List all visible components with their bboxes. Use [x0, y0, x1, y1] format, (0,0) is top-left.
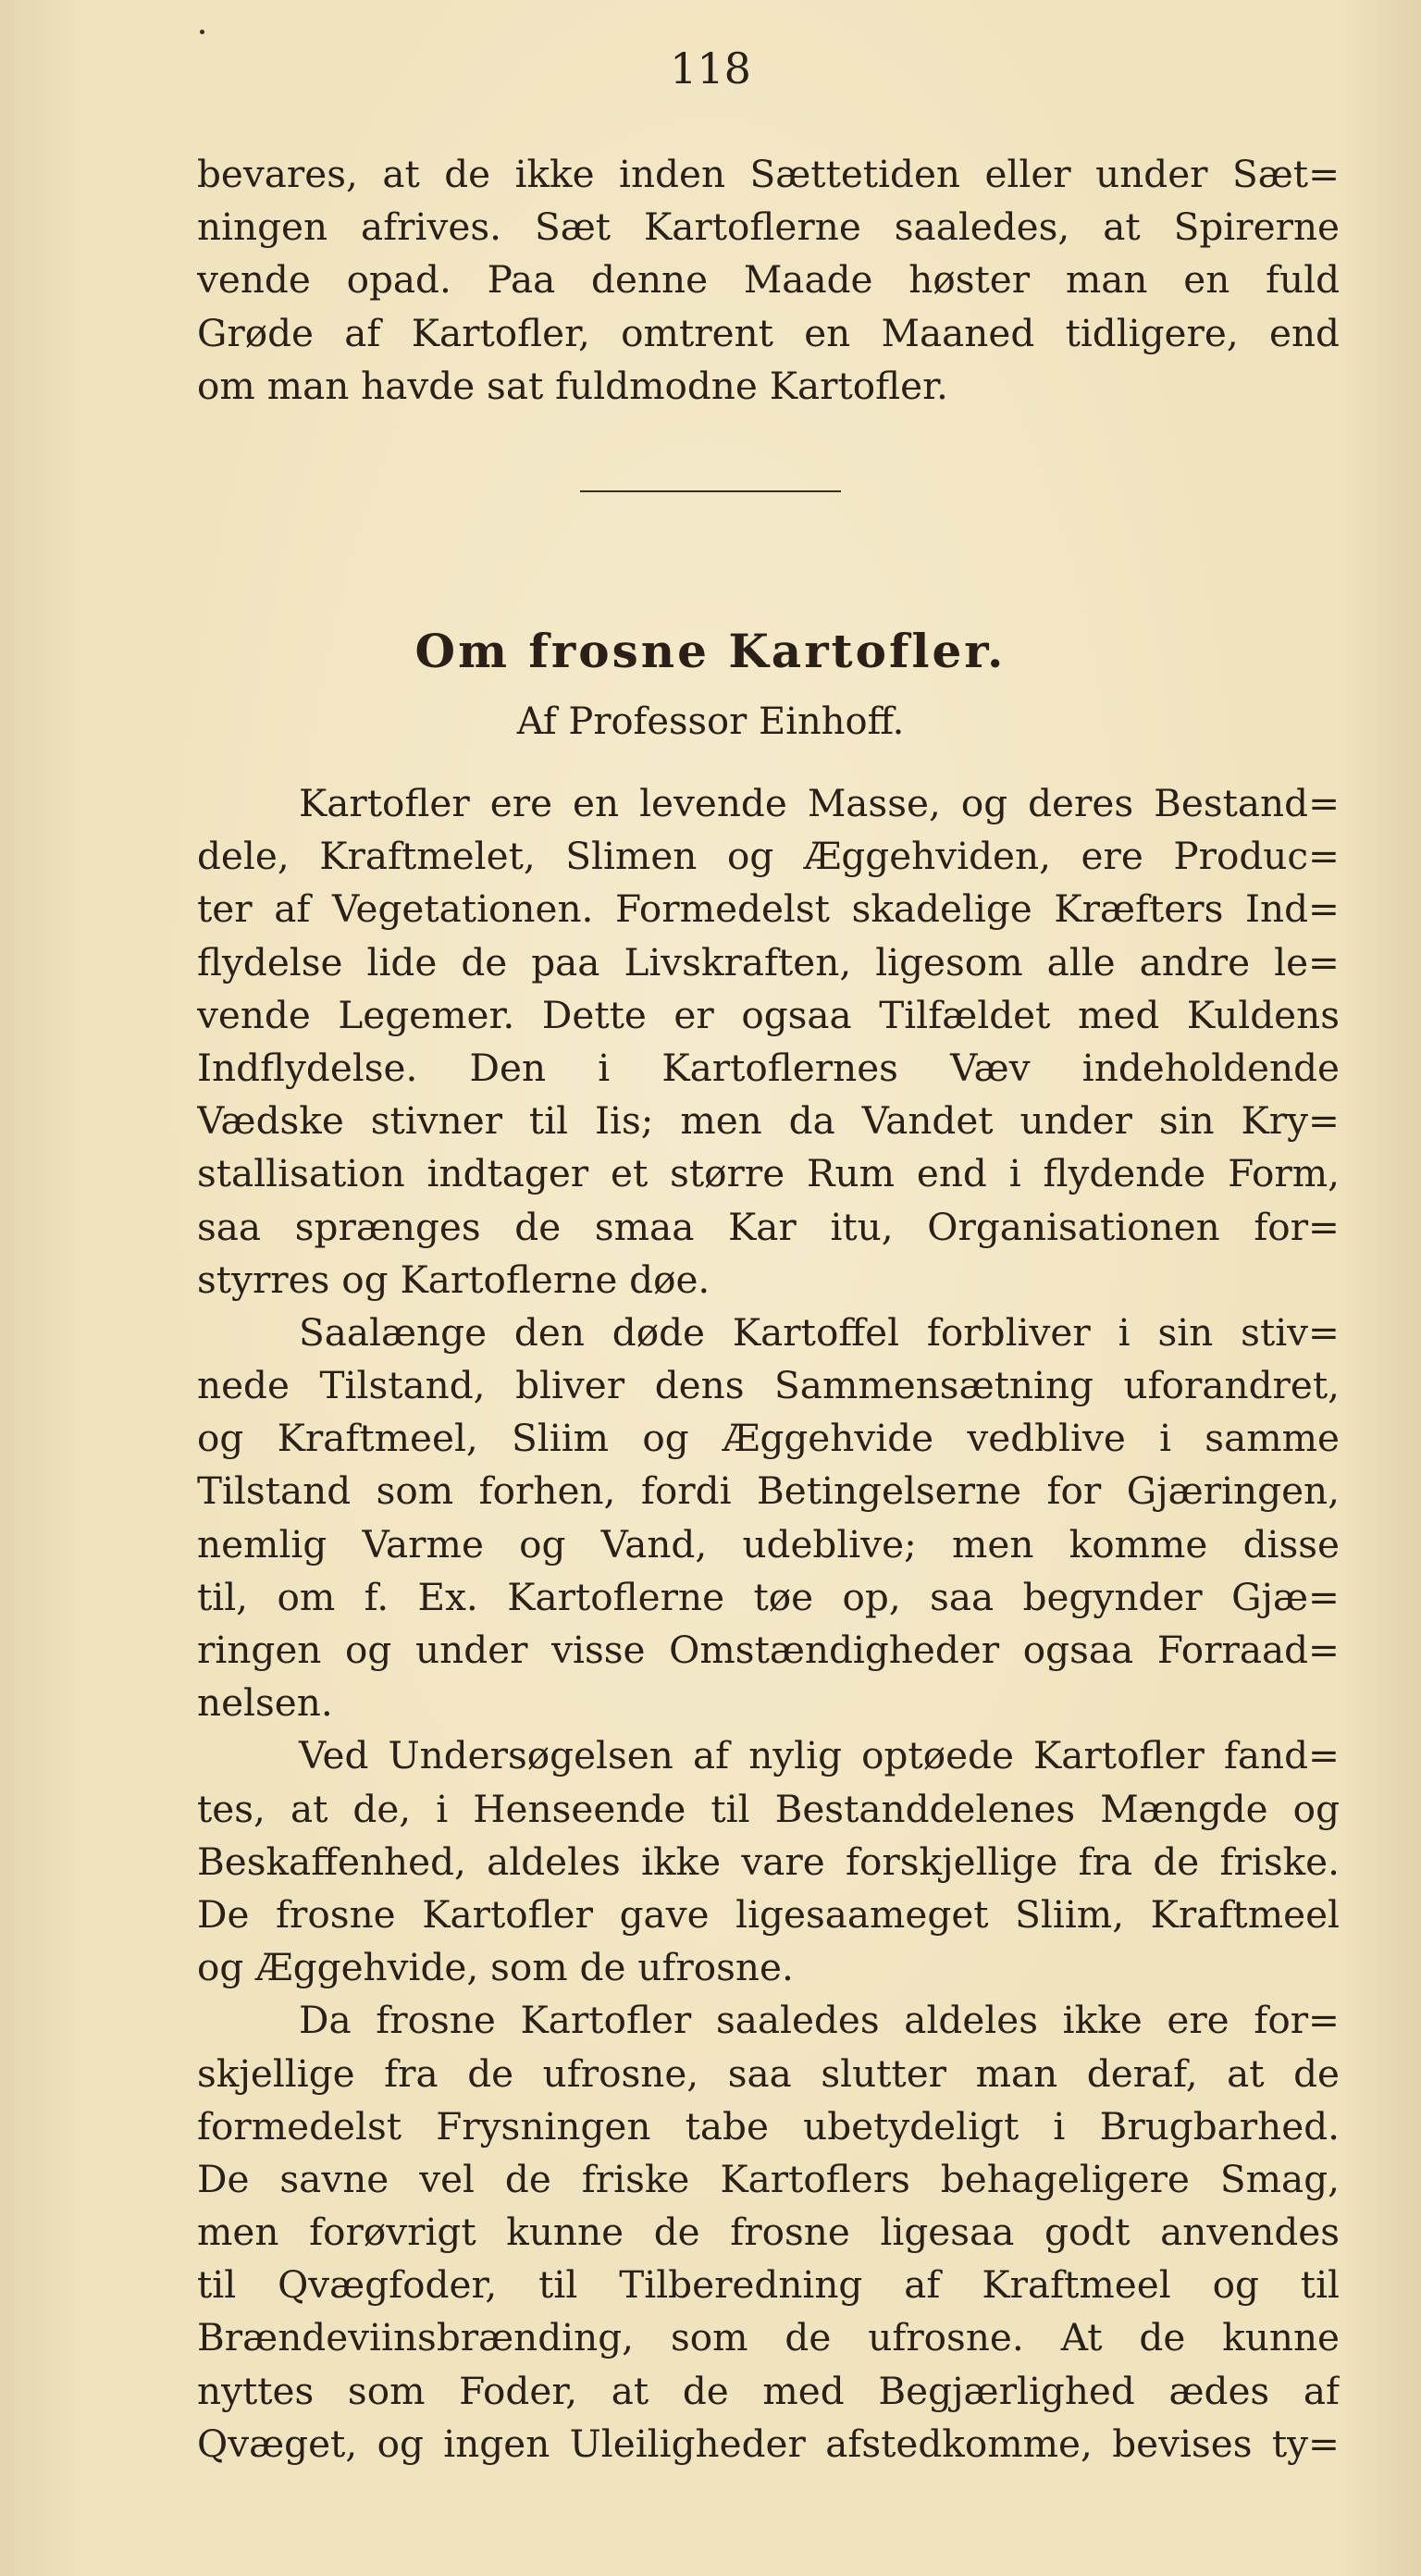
text-line: vende opad. Paa denne Maade høster man en fuld [197, 257, 1340, 303]
text-line: ter af Vegetationen. Formedelst skadelige Kræfters Ind= [197, 886, 1340, 932]
section-heading: Om frosne Kartofler. [414, 624, 1007, 678]
text-line: tes, at de, i Henseende til Bestanddelenes Mængde og [197, 1786, 1340, 1831]
text-line: til, om f. Ex. Kartoflerne tøe op, saa begynder Gjæ= [197, 1574, 1340, 1619]
text-line: stallisation indtager et større Rum end i flydende Form, [197, 1151, 1340, 1196]
text-line: nelsen. [197, 1680, 333, 1726]
text-line: styrres og Kartoflerne døe. [197, 1257, 710, 1302]
page-number: 118 [670, 43, 751, 93]
text-line: Grøde af Kartofler, omtrent en Maaned tidligere, end [197, 310, 1340, 355]
text-line: Qvæget, og ingen Uleiligheder afstedkomme, bevises ty= [197, 2421, 1340, 2466]
text-line: Da frosne Kartofler saaledes aldeles ikke ere for= [299, 1998, 1340, 2043]
text-line: formedelst Frysningen tabe ubetydeligt i Brugbarhed. [197, 2103, 1340, 2149]
text-line: De frosne Kartofler gave ligesaameget Sliim, Kraftmeel [197, 1891, 1340, 1937]
text-line: ringen og under visse Omstændigheder ogsaa Forraad= [197, 1628, 1340, 1672]
text-line: bevares, at de ikke inden Sættetiden eller under Sæt= [197, 152, 1340, 196]
section-divider [580, 490, 841, 492]
intro-paragraph [197, 148, 1340, 413]
author-byline: Af Professor Einhoff. [516, 700, 905, 743]
text-line: Brændeviinsbrænding, som de ufrosne. At de kunne [197, 2315, 1340, 2360]
text-line: Ved Undersøgelsen af nylig optøede Kartofler fand= [299, 1733, 1340, 1778]
text-line: nede Tilstand, bliver dens Sammensætning uforandret, [197, 1363, 1340, 1408]
text-line: Vædske stivner til Iis; men da Vandet under sin Kry= [197, 1098, 1340, 1144]
text-line: saa sprænges de smaa Kar itu, Organisationen for= [197, 1204, 1340, 1249]
text-line: til Qvægfoder, til Tilberedning af Kraftmeel og til [197, 2262, 1340, 2308]
text-line: Beskaffenhed, aldeles ikke vare forskjellige fra de friske. [197, 1839, 1340, 1884]
text-line: flydelse lide de paa Livskraften, ligesom alle andre le= [197, 939, 1340, 985]
text-line: Saalænge den døde Kartoffel forbliver i sin stiv= [299, 1309, 1340, 1355]
text-line: nyttes som Foder, at de med Begjærlighed ædes af [197, 2368, 1340, 2413]
text-line: dele, Kraftmelet, Slimen og Æggehviden, ere Produc= [197, 834, 1340, 879]
text-line: ningen afrives. Sæt Kartoflerne saaledes, at Spirerne [197, 204, 1340, 250]
text-line: skjellige fra de ufrosne, saa slutter man deraf, at de [197, 2050, 1340, 2096]
article-body [197, 777, 1340, 2471]
text-line: og Kraftmeel, Sliim og Æggehvide vedblive i samme [197, 1416, 1340, 1461]
text-line: om man havde sat fuldmodne Kartofler. [197, 363, 948, 408]
text-line: og Æggehvide, som de ufrosne. [197, 1945, 794, 1990]
text-line: nemlig Varme og Vand, udeblive; men komme disse [197, 1521, 1340, 1567]
text-line: Indflydelse. Den i Kartoflernes Væv indeholdende [197, 1045, 1340, 1090]
text-line: men forøvrigt kunne de frosne ligesaa godt anvendes [197, 2210, 1340, 2255]
text-line: De savne vel de friske Kartoflers behageligere Smag, [197, 2156, 1340, 2201]
text-line: Kartofler ere en levende Masse, og deres Bestand= [299, 781, 1340, 825]
text-line: Tilstand som forhen, fordi Betingelserne for Gjæringen, [197, 1468, 1340, 1514]
text-line: vende Legemer. Dette er ogsaa Tilfældet med Kuldens [197, 992, 1340, 1037]
ink-speck [200, 30, 204, 34]
